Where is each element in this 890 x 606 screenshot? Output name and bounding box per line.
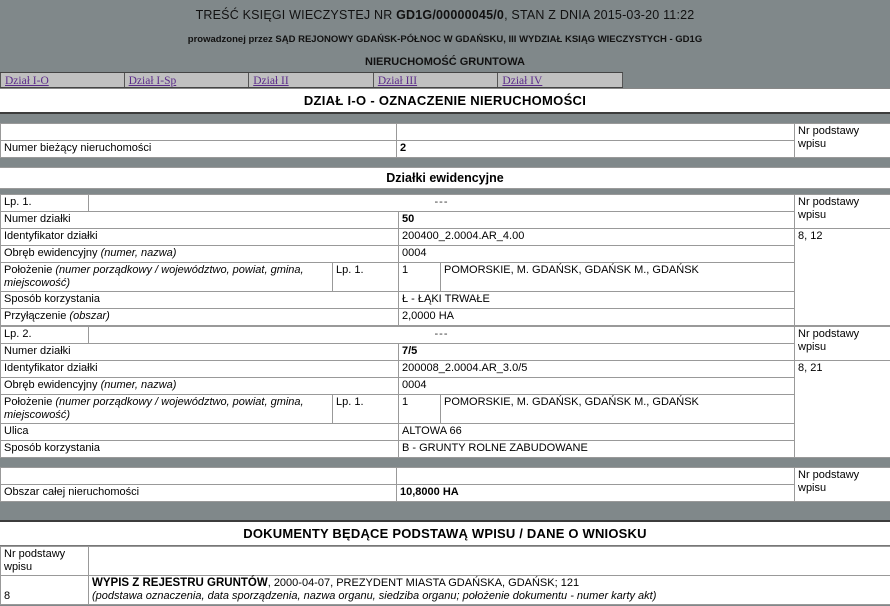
parcel-identifier-value: 200400_2.0004.AR_4.00: [399, 229, 795, 246]
table-row: [1, 212, 890, 229]
current-number-value: 2: [397, 141, 795, 158]
parcel-location-label-italic: (numer porządkowy / województwo, powiat, gmina, miejscowość): [4, 264, 304, 289]
parcel-table-2: [0, 326, 890, 458]
total-area-value: 10,8000 HA: [397, 485, 795, 502]
section-tabs: [0, 72, 623, 88]
empty-header-cell-3: [1, 468, 397, 485]
header-register-number: GD1G/00000045/0: [396, 8, 505, 22]
documents-section-title: DOKUMENTY BĘDĄCE PODSTAWĄ WPISU / DANE O WNIOSKU: [0, 520, 890, 546]
parcel-district-label: [1, 246, 399, 263]
tab-dzial-i-sp[interactable]: Dział I-Sp: [125, 73, 250, 87]
header-court-line: prowadzonej przez SĄD REJONOWY GDAŃSK-PÓŁNOC W GDAŃSKU, III WYDZIAŁ KSIĄG WIECZYSTYCH - GD1G: [187, 34, 703, 45]
empty-header-cell-2: [397, 124, 795, 141]
parcel-usage-value: Ł - ŁĄKI TRWAŁE: [399, 292, 795, 309]
parcel-location-label-2: [1, 395, 333, 424]
basis-column-header-total: Nr podstawy wpisu: [795, 468, 890, 502]
parcel-district-value-2: 0004: [399, 378, 795, 395]
parcel-usage-value-2: B - GRUNTY ROLNE ZABUDOWANE: [399, 441, 795, 458]
parcel-identifier-label-2: Identyfikator działki: [1, 361, 399, 378]
parcel-location-value-2: POMORSKIE, M. GDAŃSK, GDAŃSK M., GDAŃSK: [441, 395, 795, 424]
total-area-label: Obszar całej nieruchomości: [1, 485, 397, 502]
documents-table: [0, 546, 890, 605]
parcel-location-sub-no: 1: [399, 263, 441, 292]
table-row: [1, 441, 890, 458]
table-row: [1, 485, 890, 502]
parcel-identifier-value-2: 200008_2.0004.AR_3.0/5: [399, 361, 795, 378]
basis-column-header-parcel-2: Nr podstawy wpisu: [795, 327, 890, 361]
parcel-attachment-value: 2,0000 HA: [399, 309, 795, 326]
parcel-location-label: [1, 263, 333, 292]
parcel-dash-cell-2: [89, 327, 795, 344]
parcel-attachment-label-italic: (obszar): [69, 310, 110, 322]
documents-entry-rest: , 2000-04-07, PREZYDENT MIASTA GDAŃSKA, GDAŃSK; 121: [267, 577, 580, 589]
basis-column-header: Nr podstawy wpisu: [795, 124, 890, 158]
table-row: [1, 361, 890, 378]
parcel-location-label-text: Położenie: [4, 264, 56, 276]
header-title-line: [0, 8, 890, 24]
parcel-number-value: 50: [399, 212, 795, 229]
parcel-dash-cell: [89, 195, 795, 212]
parcel-district-label-italic-2: (numer, nazwa): [100, 379, 177, 391]
tab-dzial-ii[interactable]: Dział II: [249, 73, 374, 87]
table-row: [1, 424, 890, 441]
parcel-number-value-2: 7/5: [399, 344, 795, 361]
spacer-band-6: [0, 511, 890, 520]
header-title-suffix: , STAN Z DNIA 2015-03-20 11:22: [504, 8, 695, 22]
parcels-section-title: Działki ewidencyjne: [0, 167, 890, 189]
parcel-district-label-text-2: Obręb ewidencyjny: [4, 379, 101, 391]
spacer-band-5: [0, 502, 890, 511]
parcel-district-label-italic: (numer, nazwa): [100, 247, 177, 259]
header-property-type: NIERUCHOMOŚĆ GRUNTOWA: [365, 56, 525, 68]
table-row: [1, 263, 890, 292]
tab-dzial-iii[interactable]: Dział III: [374, 73, 499, 87]
documents-entry-basis: 8: [1, 576, 89, 605]
basis-column-header-parcel-1: Nr podstawy wpisu: [795, 195, 890, 229]
spacer-band: [0, 114, 890, 123]
parcel-location-sub-lp-2: Lp. 1.: [333, 395, 399, 424]
table-row: [1, 141, 890, 158]
header-title-prefix: TREŚĆ KSIĘGI WIECZYSTEJ NR: [195, 8, 397, 22]
parcel-district-label-2: [1, 378, 399, 395]
table-row: [1, 246, 890, 263]
documents-header-empty: [89, 547, 890, 576]
parcel-district-value: 0004: [399, 246, 795, 263]
documents-basis-header: Nr podstawy wpisu: [1, 547, 89, 576]
document-header: [0, 0, 890, 72]
current-number-label: Numer bieżący nieruchomości: [1, 141, 397, 158]
parcel-location-label-italic-2: (numer porządkowy / województwo, powiat, gmina, miejscowość): [4, 396, 304, 421]
current-number-table: [0, 123, 890, 158]
parcel-lp-label-2: Lp. 2.: [1, 327, 89, 344]
table-row: [1, 309, 890, 326]
empty-header-cell-4: [397, 468, 795, 485]
parcel-district-label-text: Obręb ewidencyjny: [4, 247, 101, 259]
parcel-street-value: ALTOWA 66: [399, 424, 795, 441]
parcel-location-sub-no-2: 1: [399, 395, 441, 424]
documents-entry-cell: [89, 576, 890, 605]
parcel-identifier-label: Identyfikator działki: [1, 229, 399, 246]
parcel-lp-label: Lp. 1.: [1, 195, 89, 212]
parcel-dash: ---: [434, 196, 449, 208]
parcel-location-sub-lp: Lp. 1.: [333, 263, 399, 292]
tab-dzial-i-o[interactable]: Dział I-O: [0, 73, 125, 87]
parcel-street-label: Ulica: [1, 424, 399, 441]
table-row: [1, 395, 890, 424]
spacer-band-4: [0, 458, 890, 467]
parcel-lp-row: [1, 327, 890, 344]
empty-header-cell: [1, 124, 397, 141]
parcel-number-label: Numer działki: [1, 212, 399, 229]
table-row: [1, 378, 890, 395]
parcel-location-label-text-2: Położenie: [4, 396, 56, 408]
documents-entry-row: [1, 576, 890, 605]
documents-entry-line: [92, 577, 887, 590]
table-header-row: [1, 468, 890, 485]
parcel-lp-row: [1, 195, 890, 212]
parcel-usage-label-2: Sposób korzystania: [1, 441, 399, 458]
documents-entry-title: WYPIS Z REJESTRU GRUNTÓW: [92, 577, 268, 589]
parcel-table-1: [0, 194, 890, 326]
parcel-attachment-label: [1, 309, 399, 326]
parcel-basis-value-1: 8, 12: [795, 229, 890, 326]
tab-dzial-iv[interactable]: Dział IV: [498, 73, 623, 87]
table-header-row: [1, 124, 890, 141]
documents-header-row: [1, 547, 890, 576]
spacer-band-2: [0, 158, 890, 167]
parcel-usage-label: Sposób korzystania: [1, 292, 399, 309]
parcel-location-value: POMORSKIE, M. GDAŃSK, GDAŃSK M., GDAŃSK: [441, 263, 795, 292]
total-area-table: [0, 467, 890, 502]
table-row: [1, 344, 890, 361]
page-title: DZIAŁ I-O - OZNACZENIE NIERUCHOMOŚCI: [0, 88, 890, 114]
parcel-attachment-label-text: Przyłączenie: [4, 310, 70, 322]
table-row: [1, 292, 890, 309]
documents-entry-note: (podstawa oznaczenia, data sporządzenia, nazwa organu, siedziba organu; położenie dokumentu - numer karty akt): [92, 590, 657, 602]
parcel-number-label-2: Numer działki: [1, 344, 399, 361]
parcel-basis-value-2: 8, 21: [795, 361, 890, 458]
parcel-dash-2: ---: [434, 328, 449, 340]
table-row: [1, 229, 890, 246]
